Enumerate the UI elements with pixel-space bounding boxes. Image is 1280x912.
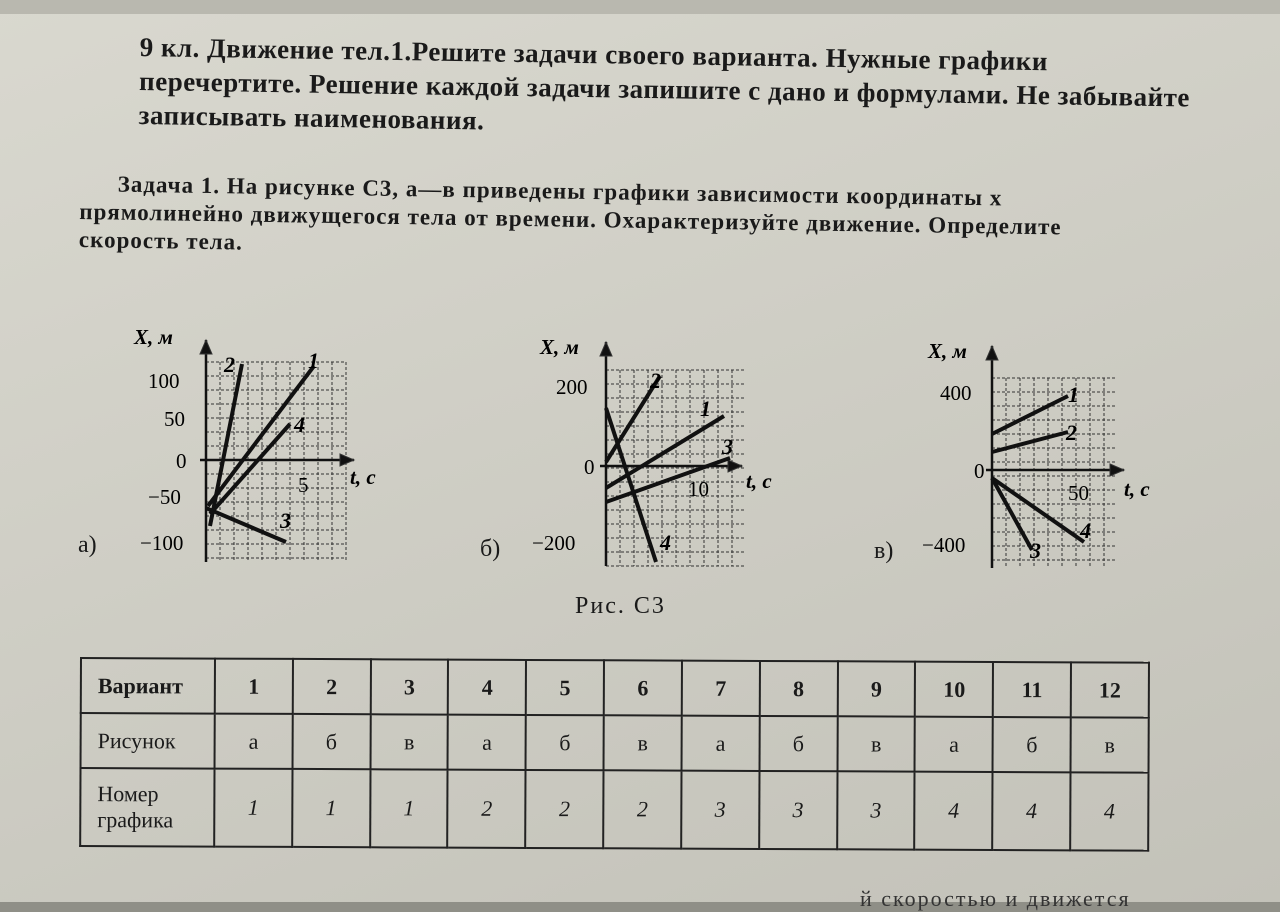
graph-c-line-1 (992, 396, 1068, 434)
graph-c-ylabel: X, м (928, 339, 967, 363)
page-top-edge (0, 0, 1280, 14)
table-cell: 3 (759, 771, 837, 849)
graph-a-ytick-100: 100 (148, 369, 180, 393)
graph-c-line-label-1: 1 (1068, 382, 1079, 407)
table-cell: а (681, 716, 759, 771)
table-cell: 5 (526, 660, 604, 715)
table-row (81, 713, 1149, 773)
table-cell: 10 (915, 662, 993, 717)
graph-c-svg (918, 336, 1188, 576)
graph-a-xtick: 5 (298, 473, 309, 497)
graph-b-ytick-0: 0 (584, 455, 595, 479)
variants-table (79, 657, 1150, 852)
table-cell: 12 (1071, 662, 1149, 717)
table-cell: 3 (681, 771, 759, 849)
table-cell: а (915, 717, 993, 772)
table-cell: 6 (604, 660, 682, 715)
variants-table-body (80, 658, 1149, 851)
graph-c-line-label-3: 3 (1030, 538, 1041, 563)
graph-c-ytick-400: 400 (940, 381, 972, 405)
table-cell: 2 (525, 770, 603, 848)
graph-b-xlabel: t, c (746, 469, 772, 493)
graph-c-ytick-minus400: −400 (922, 533, 966, 557)
graph-c-xlabel: t, c (1124, 477, 1150, 501)
graph-b-panel-label: б) (480, 536, 501, 562)
table-cell: б (993, 717, 1071, 772)
graph-a-line-3 (206, 508, 286, 542)
table-row-header: Номер графика (80, 768, 214, 847)
graph-a-line-label-2: 2 (224, 352, 235, 377)
table-cell: 7 (682, 661, 760, 716)
table-row (80, 768, 1148, 851)
graph-c-line-label-4: 4 (1080, 518, 1091, 543)
table-cell: 3 (370, 659, 448, 714)
graph-b-ylabel: X, м (540, 335, 579, 359)
table-cell: 2 (603, 770, 681, 848)
figure-caption: Рис. С3 (575, 593, 666, 619)
table-cell: 1 (292, 769, 370, 847)
table-cell: в (604, 715, 682, 770)
graph-a-xlabel: t, c (350, 465, 376, 489)
table-cell: 2 (293, 659, 371, 714)
task-text: На рисунке С3, а—в приведены графики зависимости координаты x прямолинейно движущегося тела от времени. Охарактеризуйте движение. Определите скорость тела. (78, 173, 1062, 255)
graph-c-panel-label: в) (874, 538, 894, 564)
graph-b (480, 330, 810, 585)
graph-a-svg (118, 318, 408, 578)
graph-c-ytick-0: 0 (974, 459, 985, 483)
graph-a-ylabel: X, м (134, 325, 173, 349)
table-cell: 4 (915, 772, 993, 850)
assignment-header: 9 кл. Движение тел.1.Решите задачи своего варианта. Нужные графики перечертите. Решение каждой задачи запишите с дано и формулами. Не забывайте записывать наименования. (138, 31, 1191, 136)
graph-b-line-label-1: 1 (700, 396, 711, 421)
table-cell: 1 (214, 769, 292, 847)
graph-c-grid (986, 346, 1124, 568)
task-label: Задача 1. (117, 171, 221, 199)
table-cell: 9 (837, 661, 915, 716)
table-cell: б (759, 716, 837, 771)
graph-b-line-label-4: 4 (660, 530, 671, 555)
table-cell: 8 (760, 661, 838, 716)
table-cell: в (1071, 717, 1149, 772)
table-cell: 2 (448, 770, 526, 848)
graph-b-svg (520, 330, 810, 580)
graph-b-ytick-minus200: −200 (532, 531, 576, 555)
table-row-header: Вариант (81, 658, 215, 714)
graph-c-line-label-2: 2 (1066, 420, 1077, 445)
graph-a-line-label-1: 1 (308, 348, 319, 373)
graph-b-xtick: 10 (688, 477, 709, 501)
table-cell: б (526, 715, 604, 770)
graph-a-panel-label: а) (78, 532, 97, 558)
table-cell: 4 (1070, 772, 1148, 850)
table-cell: 4 (448, 660, 526, 715)
graph-c-xtick: 50 (1068, 481, 1089, 505)
table-cell: 1 (370, 769, 448, 847)
table-cell: а (215, 714, 293, 769)
table-cell: а (448, 715, 526, 770)
table-cell: 11 (993, 662, 1071, 717)
graph-c-line-2 (992, 432, 1068, 452)
graph-a-ytick-minus50: −50 (148, 485, 181, 509)
table-cell: в (837, 716, 915, 771)
table-row-header: Рисунок (81, 713, 215, 769)
task-statement (79, 170, 1120, 270)
graph-b-ytick-200: 200 (556, 375, 588, 399)
graph-a (78, 318, 408, 583)
table-cell: 1 (215, 659, 293, 714)
graph-b-line-label-2: 2 (650, 368, 661, 393)
graph-a-ytick-50: 50 (164, 407, 185, 431)
cut-off-text: й скоростью и движется (860, 886, 1131, 911)
table-cell: в (370, 714, 448, 769)
graph-a-ytick-0: 0 (176, 449, 187, 473)
graph-c (874, 336, 1188, 581)
graph-a-line-label-3: 3 (280, 508, 291, 533)
graph-a-ytick-minus100: −100 (140, 531, 184, 555)
graph-a-line-label-4: 4 (294, 412, 305, 437)
graph-c-line-3 (992, 478, 1032, 550)
table-cell: 4 (992, 772, 1070, 850)
table-row (81, 658, 1149, 718)
table-cell: 3 (837, 771, 915, 849)
table-cell: б (292, 714, 370, 769)
graph-b-line-label-3: 3 (722, 434, 733, 459)
